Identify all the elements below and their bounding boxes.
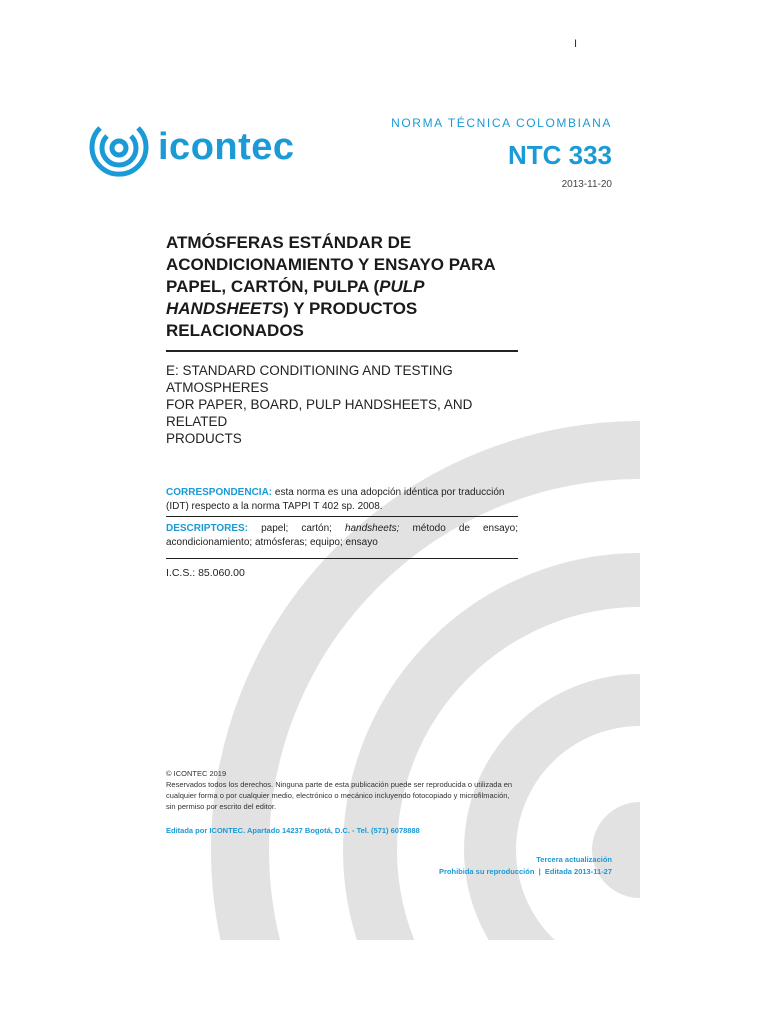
norm-label: NORMA TÉCNICA COLOMBIANA bbox=[391, 116, 612, 130]
norm-date: 2013-11-20 bbox=[561, 179, 612, 190]
prohibida-label: Prohibida su reproducción bbox=[438, 867, 535, 876]
norm-header bbox=[391, 116, 612, 190]
descriptores-line2: acondicionamiento; atmósferas; equipo; ensayo bbox=[166, 537, 378, 548]
title-es-line: RELACIONADOS bbox=[166, 321, 304, 340]
divider bbox=[166, 516, 518, 517]
correspondencia-text: esta norma es una adopción idéntica por traducción (IDT) respecto a la norma TAPPI T 402 sp. 2008. bbox=[166, 487, 505, 512]
update-label: Tercera actualización bbox=[536, 855, 612, 864]
footer-edition: Tercera actualización Prohibida su reproducción | Editada 2013-11-27 bbox=[438, 855, 612, 876]
title-english: E: STANDARD CONDITIONING AND TESTING ATMOSPHERES FOR PAPER, BOARD, PULP HANDSHEETS, AND RELATED PRODUCTS bbox=[166, 363, 473, 446]
divider bbox=[166, 558, 518, 559]
title-es-line: HANDSHEETS) Y PRODUCTOS bbox=[166, 299, 418, 318]
copyright-notice: © ICONTEC 2019 Reservados todos los derechos. Ninguna parte de esta publicación puede ser reproducida o utilizada en cualquier forma o por cualquier medio, electrónico o mecánico incluyendo fotocopiado y microfilmación, sin permiso por escrito del editor. bbox=[166, 769, 513, 811]
descriptores: DESCRIPTORES: papel; cartón; handsheets; método de ensayo; acondicionamiento; atmósferas; equipo; ensayo bbox=[166, 523, 518, 548]
page-number: I bbox=[574, 38, 578, 50]
icontec-rings-icon bbox=[88, 116, 150, 178]
ics-code: I.C.S.: 85.060.00 bbox=[166, 567, 245, 579]
correspondencia bbox=[166, 486, 518, 514]
title-es-line: PAPEL, CARTÓN, PULPA (PULP bbox=[166, 277, 425, 296]
title-es-line: ATMÓSFERAS ESTÁNDAR DE bbox=[166, 233, 412, 252]
correspondencia-label: CORRESPONDENCIA: bbox=[166, 487, 273, 498]
icontec-logo bbox=[88, 116, 295, 178]
norm-code: NTC 333 bbox=[507, 140, 612, 170]
descriptores-label: DESCRIPTORES: bbox=[166, 523, 249, 534]
title-spanish bbox=[166, 232, 526, 342]
publisher-info: Editada por ICONTEC. Apartado 14237 Bogotá, D.C. - Tel. (571) 6078888 bbox=[166, 826, 420, 835]
title-es-line: ACONDICIONAMIENTO Y ENSAYO PARA bbox=[166, 255, 496, 274]
edited-date: Editada 2013-11-27 bbox=[544, 867, 612, 876]
logo-wordmark: icontec bbox=[158, 125, 295, 168]
divider bbox=[166, 350, 518, 352]
